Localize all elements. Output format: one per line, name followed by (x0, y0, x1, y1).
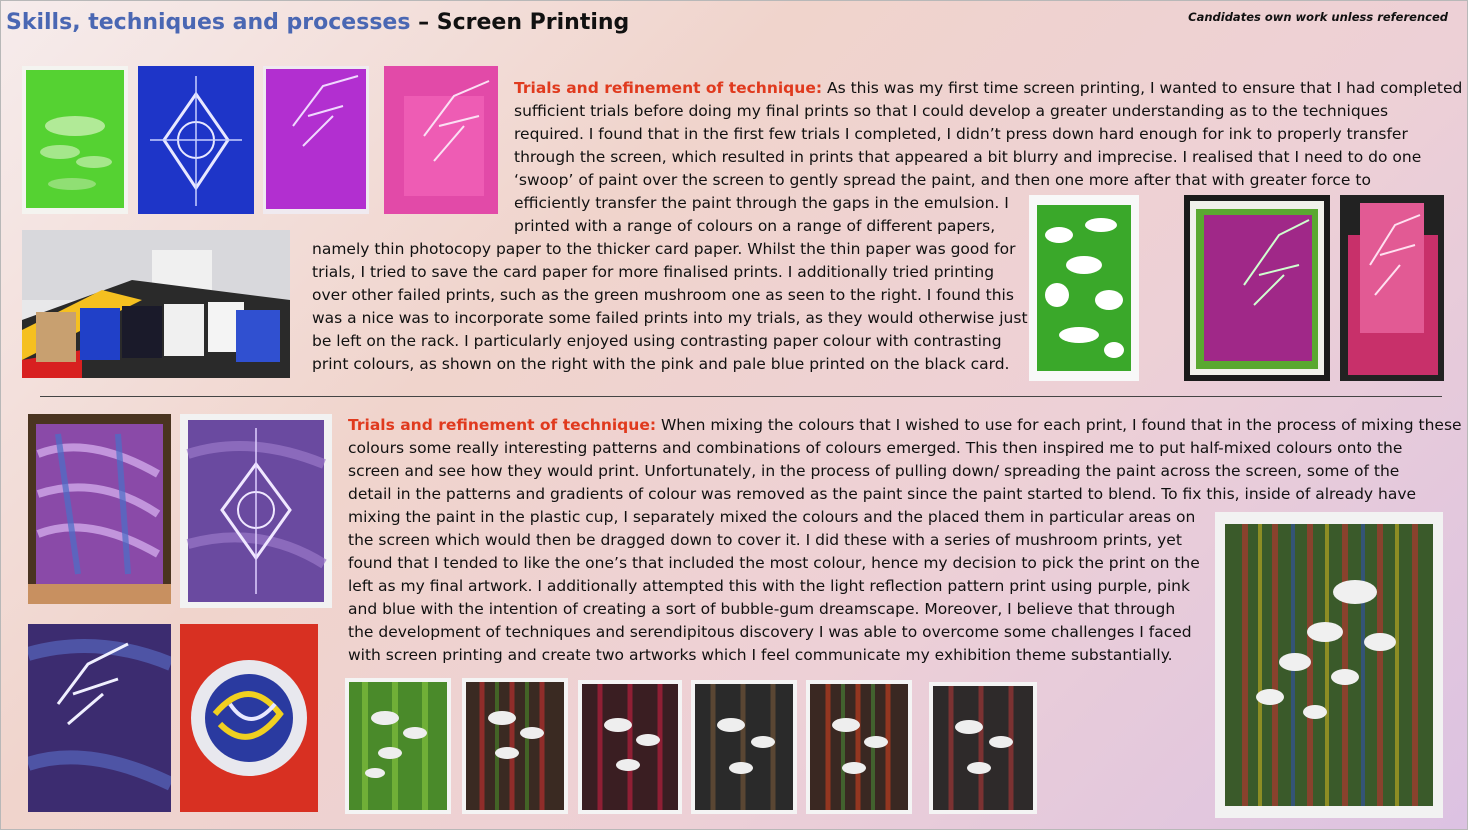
purple-over-green-print (1184, 195, 1330, 381)
section2-line: screen and see how they would print. Unfortunately, in the process of pulling down/ spreading the paint across the screen, some of the (348, 462, 1400, 480)
page-title: Skills, techniques and processes – Screen Printing (6, 10, 630, 35)
mushroom-print-dark-5 (929, 682, 1037, 814)
section1-line: trials, I tried to save the card paper for more finalised prints. I additionally tried printing (312, 263, 995, 281)
section2-line: and blue with the intention of creating a sort of bubble-gum dreamscape. Moreover, I believe that through (348, 600, 1176, 618)
section1-line: Trials and refinement of technique: As this was my first time screen printing, I wanted to ensure that I had completed (514, 79, 1463, 97)
purple-print (263, 66, 369, 214)
paint-cup-photo (180, 624, 318, 812)
green-pattern-print (1029, 195, 1139, 381)
section2-line: the development of techniques and serendipitous discovery I was able to overcome some challenges I faced (348, 623, 1192, 641)
section1-line: print colours, as shown on the right with the pink and pale blue printed on the black card. (312, 355, 1010, 373)
mushroom-print-dark-4 (806, 680, 912, 814)
section2-line: colours some really interesting patterns and combinations of colours emerged. This then inspired me to put half-mixed colours onto the (348, 439, 1403, 457)
section1-line: efficiently transfer the paint through the gaps in the emulsion. I (514, 194, 1009, 212)
section1-line: sufficient trials before doing my final prints so that I could develop a greater understanding as to the techniques (514, 102, 1389, 120)
mushroom-print-green (345, 678, 451, 814)
section2-line: the screen which would then be dragged down to cover it. I did these with a series of mushroom prints, yet (348, 531, 1182, 549)
studio-table-photo (22, 230, 290, 378)
section1-line: be left on the rack. I particularly enjoyed using contrasting paper colour with contrasting (312, 332, 1002, 350)
screen-with-mixed-paint-photo (28, 414, 171, 604)
mushroom-print-dark-3 (691, 680, 797, 814)
section2-heading: Trials and refinement of technique: (348, 416, 657, 434)
section1-line: through the screen, which resulted in prints that appeared a bit blurry and imprecise. I realised that I need to do one (514, 148, 1422, 166)
purple-light-pattern-print (180, 414, 332, 608)
section1-heading: Trials and refinement of technique: (514, 79, 823, 97)
candidate-note: Candidates own work unless referenced (1188, 10, 1448, 24)
pink-print (384, 66, 498, 214)
purple-blue-mushroom-print (28, 624, 171, 812)
section1-line: namely thin photocopy paper to the thicker card paper. Whilst the thin paper was good for (312, 240, 1016, 258)
section1-line: required. I found that in the first few trials I completed, I didn’t press down hard enough for ink to properly transfer (514, 125, 1408, 143)
section1-line: ‘swoop’ of paint over the screen to gently spread the paint, and then one more after that with greater force to (514, 171, 1371, 189)
blue-light-pattern-print (138, 66, 254, 214)
section1-line: over other failed prints, such as the green mushroom one as seen to the right. I found this (312, 286, 1014, 304)
section2-line: mixing the paint in the plastic cup, I separately mixed the colours and the placed them in particular areas on (348, 508, 1196, 526)
section2-line: left as my final artwork. I additionally attempted this with the light reflection pattern print using purple, pink (348, 577, 1190, 595)
final-mushroom-artwork (1215, 512, 1443, 818)
section2-line: detail in the patterns and gradients of colour was removed as the paint since the paint started to blend. To fix this, inside of already have (348, 485, 1417, 503)
section2-line: with screen printing and create two artworks which I feel communicate my exhibition theme substantially. (348, 646, 1173, 664)
pink-on-black-print (1340, 195, 1444, 381)
section-divider (40, 396, 1442, 397)
section2-line: Trials and refinement of technique: When mixing the colours that I wished to use for each print, I found that in the process of mixing these (348, 416, 1462, 434)
section1-line: printed with a range of colours on a range of different papers, (514, 217, 996, 235)
section2-line: found that I tended to like the one’s that included the most colour, hence my decision to pick the print on the (348, 554, 1200, 572)
mushroom-print-dark-1 (462, 678, 568, 814)
mushroom-print-dark-2 (578, 680, 682, 814)
section1-line: was a nice was to incorporate some failed prints into my trials, as they would otherwise just (312, 309, 1028, 327)
green-mushroom-trial-print (22, 66, 128, 214)
